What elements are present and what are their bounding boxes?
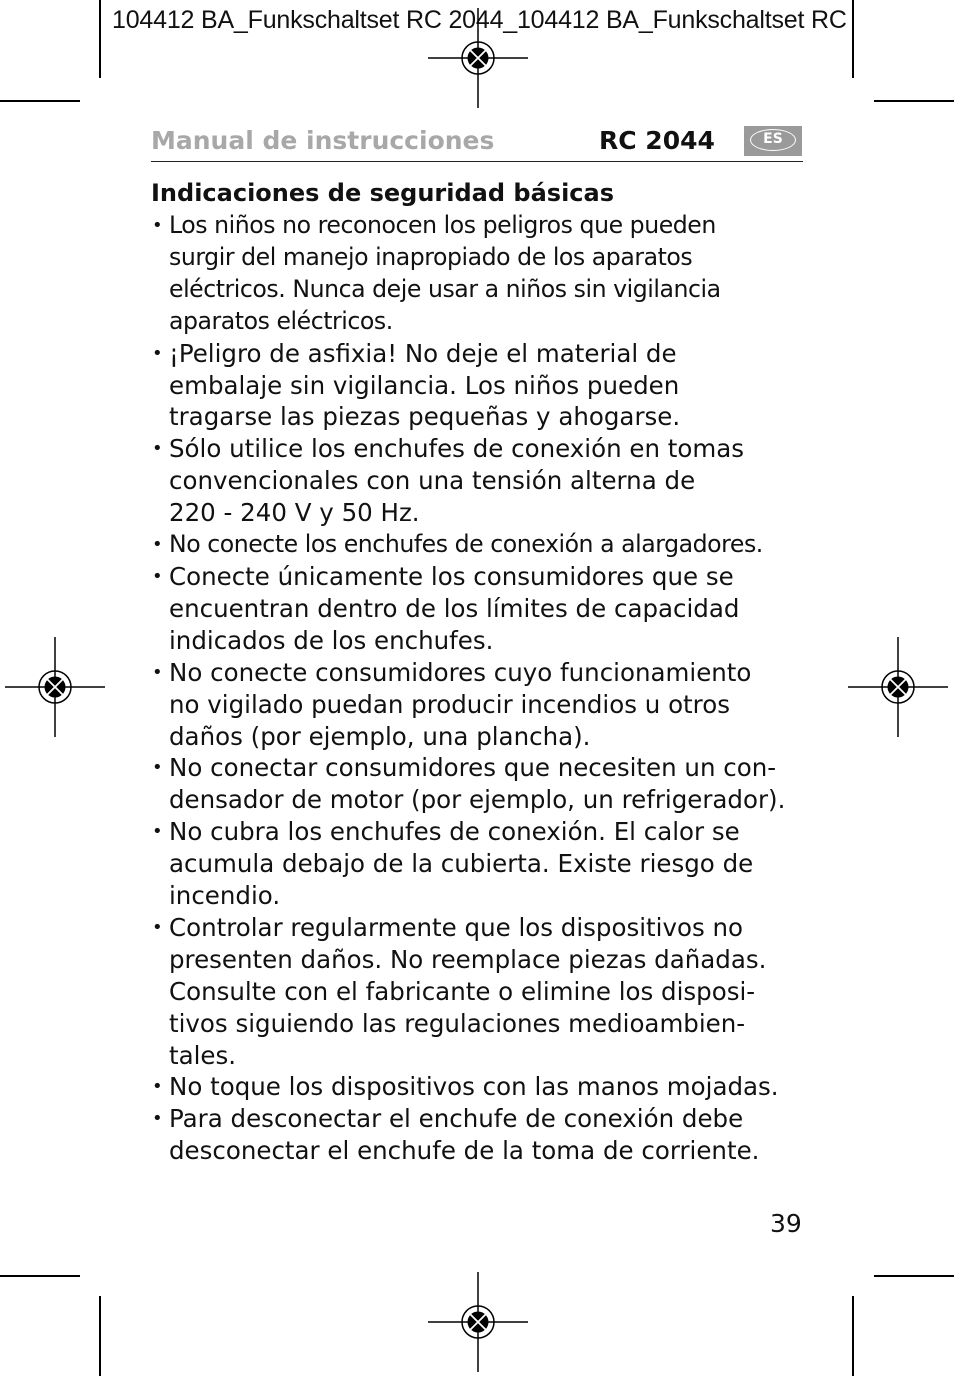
safety-item-line: tales. [169,1040,237,1070]
bullet-icon: • [152,438,163,460]
language-badge [744,126,802,156]
section-heading: Indicaciones de seguridad básicas [151,179,614,207]
safety-item-line: tivos siguiendo las regulaciones medioambien- [169,1008,746,1038]
safety-item-line: surgir del manejo inapropiado de los aparatos [169,242,693,271]
safety-list-item [151,338,811,434]
safety-list [151,210,811,1167]
registration-mark-icon [428,8,528,108]
safety-item-line: aparatos eléctricos. [169,306,393,335]
safety-list-item [151,529,811,561]
safety-item-line: embalaje sin vigilancia. Los niños pueden [169,370,680,400]
crop-mark-top-left-vertical [99,0,101,78]
printer-slug-line: 104412 BA_Funkschaltset RC 2044_104412 BA_Funkschaltset RC [112,6,847,34]
bullet-icon: • [152,534,163,556]
safety-item-line: convencionales con una tensión alterna de [169,466,696,496]
bullet-icon: • [152,661,163,683]
safety-item-line: Sólo utilice los enchufes de conexión en tomas [169,434,745,464]
safety-item-line: No toque los dispositivos con las manos mojadas. [169,1072,779,1102]
bullet-icon: • [152,1108,163,1130]
safety-item-line: encuentran dentro de los límites de capacidad [169,593,740,623]
safety-item-line: Los niños no reconocen los peligros que pueden [169,211,716,239]
crop-mark-bottom-left-horizontal [0,1275,80,1277]
safety-item-line: daños (por ejemplo, una plancha). [169,721,591,751]
safety-item-line: 220 - 240 V y 50 Hz. [169,498,420,528]
bullet-icon: • [152,215,163,236]
safety-item-line: no vigilado puedan producir incendios u otros [169,689,730,719]
crop-mark-top-left-horizontal [0,100,80,102]
registration-mark-icon [5,637,105,737]
safety-item-line: No cubra los enchufes de conexión. El calor se [169,817,740,847]
safety-list-item [151,816,811,912]
safety-item-line: No conecte consumidores cuyo funcionamiento [169,657,752,687]
safety-list-item [151,1103,811,1167]
safety-list-item [151,912,811,1072]
safety-list-item [151,210,811,338]
safety-list-item [151,561,811,657]
model-number: RC 2044 [599,126,715,155]
safety-item-line: Controlar regularmente que los dispositivos no [169,912,744,942]
registration-mark-icon [428,1272,528,1372]
crop-mark-top-right-vertical [852,0,854,78]
bullet-icon: • [152,916,163,938]
bullet-icon: • [152,1076,163,1098]
running-header [151,126,803,162]
bullet-icon: • [152,565,163,587]
safety-item-line: Consulte con el fabricante o elimine los disposi- [169,976,756,1006]
safety-item-line: presenten daños. No reemplace piezas dañadas. [169,944,767,974]
safety-item-line: densador de motor (por ejemplo, un refrigerador). [169,785,786,815]
safety-item-line: No conecte los enchufes de conexión a alargadores. [169,530,763,559]
safety-list-item [151,752,811,816]
registration-mark-icon [848,637,948,737]
safety-list-item [151,433,811,529]
language-code: ES [750,129,796,151]
safety-item-line: acumula debajo de la cubierta. Existe riesgo de [169,849,754,879]
safety-item-line: Para desconectar el enchufe de conexión debe [169,1104,744,1134]
manual-title: Manual de instrucciones [151,126,495,155]
safety-item-line: Conecte únicamente los consumidores que se [169,561,734,591]
safety-list-item [151,657,811,753]
safety-section [151,176,811,1167]
safety-item-line: eléctricos. Nunca deje usar a niños sin vigilancia [169,274,721,303]
crop-mark-bottom-right-vertical [852,1296,854,1376]
crop-mark-bottom-right-horizontal [874,1275,954,1277]
page-number: 39 [770,1209,802,1238]
crop-mark-bottom-left-vertical [99,1296,101,1376]
bullet-icon: • [152,342,163,364]
safety-list-item [151,1071,811,1103]
bullet-icon: • [152,821,163,843]
safety-item-line: No conectar consumidores que necesiten un con- [169,753,777,783]
safety-item-line: incendio. [169,881,281,911]
bullet-icon: • [152,757,163,779]
safety-item-line: ¡Peligro de asfixia! No deje el material de [169,338,677,368]
safety-item-line: desconectar el enchufe de la toma de corriente. [169,1136,760,1166]
crop-mark-top-right-horizontal [874,100,954,102]
safety-item-line: tragarse las piezas pequeñas y ahogarse. [169,402,681,432]
safety-item-line: indicados de los enchufes. [169,625,494,655]
